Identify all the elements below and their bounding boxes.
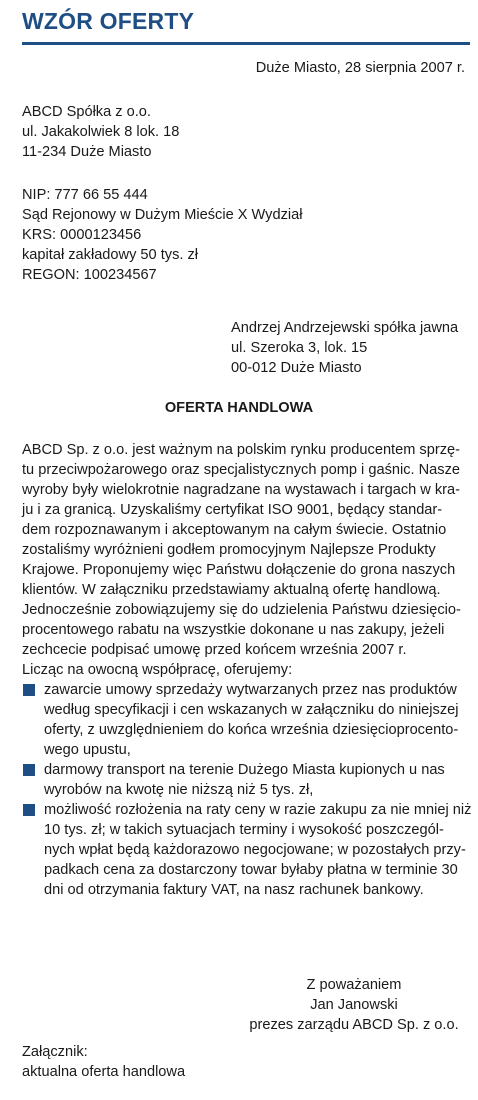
bullet-line: oferty, z uwzględnieniem do końca września dziesięcioprocento-: [44, 722, 459, 738]
offer-paragraph-line: tu przeciwpożarowego oraz specjalistycznych pomp i gaśnic. Nasze: [22, 462, 461, 478]
sender-line: ul. Jakakolwiek 8 lok. 18: [22, 124, 180, 140]
offer-paragraph-line: ju i za granicą. Uzyskaliśmy certyfikat ISO 9001, będący standar-: [22, 502, 443, 518]
bullet-line: według specyfikacji i cen wskazanych w załączniku do niniejszej: [44, 702, 459, 718]
document-title: OFERTA HANDLOWA: [164, 400, 314, 416]
attachment-note: [22, 1042, 185, 1082]
offer-paragraph-line: Jednocześnie zobowiązujemy się do udzielenia Państwu dziesięcio-: [22, 602, 461, 618]
legal-line: REGON: 100234567: [22, 267, 157, 283]
bullet-line: padkach cena za dostarczony towar byłaby płatna w terminie 30: [44, 862, 458, 878]
recipient-address: [231, 318, 458, 378]
square-bullet-icon: [23, 684, 35, 696]
offer-body: [22, 440, 470, 900]
signature-line: Z poważaniem: [306, 977, 402, 993]
offer-paragraph-line: wyroby były wielokrotnie nagradzane na wystawach i targach w kra-: [22, 482, 461, 498]
bullet-line: nych wpłat będą każdorazowo negocjowane; w pozostałych przy-: [44, 842, 466, 858]
offer-bullet-item: [22, 800, 470, 900]
offer-paragraph-line: procentowego rabatu na wszystkie dokonane u nas zakupy, jeżeli: [22, 622, 445, 638]
recipient-line: 00-012 Duże Miasto: [231, 360, 362, 376]
recipient-line: Andrzej Andrzejewski spółka jawna: [231, 320, 459, 336]
attachment-line: Załącznik:: [22, 1044, 88, 1060]
bullet-line: 10 tys. zł; w takich sytuacjach terminy i wysokość poszczegól-: [44, 822, 444, 838]
offer-bullet-item: [22, 760, 470, 800]
signature-line: prezes zarządu ABCD Sp. z o.o.: [249, 1017, 459, 1033]
date-line: Duże Miasto, 28 sierpnia 2007 r.: [255, 60, 465, 76]
bullet-line: wyrobów na kwotę nie niższą niż 5 tys. zł,: [44, 782, 314, 798]
offer-paragraph-line: zostaliśmy wyróżnieni godłem promocyjnym Najlepsze Produkty: [22, 542, 436, 558]
square-bullet-icon: [23, 764, 35, 776]
sender-address: [22, 102, 179, 162]
page-title: WZÓR OFERTY: [22, 8, 195, 34]
sender-line: 11-234 Duże Miasto: [22, 144, 152, 160]
bullet-line: wego upustu,: [44, 742, 131, 758]
bullet-line: dni od otrzymania faktury VAT, na nasz rachunek bankowy.: [44, 882, 424, 898]
bullet-line: możliwość rozłożenia na raty ceny w razie zakupu za nie mniej niż: [44, 802, 472, 818]
bullet-line: zawarcie umowy sprzedaży wytwarzanych przez nas produktów: [44, 682, 457, 698]
signature-line: Jan Janowski: [310, 997, 398, 1013]
offer-paragraph-line: zechcecie podpisać umowę przed końcem września 2007 r.: [22, 642, 407, 658]
header-divider: [22, 42, 470, 45]
offer-paragraph-line: ABCD Sp. z o.o. jest ważnym na polskim rynku producentem sprzę-: [22, 442, 460, 458]
offer-paragraph-line: Licząc na owocną współpracę, oferujemy:: [22, 662, 293, 678]
legal-line: KRS: 0000123456: [22, 227, 142, 243]
offer-paragraph-line: klientów. W załączniku przedstawiamy aktualną ofertę handlową.: [22, 582, 441, 598]
offer-paragraph-line: Krajowe. Proponujemy więc Państwu dołączenie do grona naszych: [22, 562, 456, 578]
legal-line: Sąd Rejonowy w Dużym Mieście X Wydział: [22, 207, 303, 223]
signature-block: [231, 975, 477, 1035]
legal-line: kapitał zakładowy 50 tys. zł: [22, 247, 199, 263]
sender-line: ABCD Spółka z o.o.: [22, 104, 151, 120]
offer-bullet-item: [22, 680, 470, 760]
square-bullet-icon: [23, 804, 35, 816]
attachment-line: aktualna oferta handlowa: [22, 1064, 186, 1080]
bullet-line: darmowy transport na terenie Dużego Miasta kupionych u nas: [44, 762, 445, 778]
legal-line: NIP: 777 66 55 444: [22, 187, 148, 203]
recipient-line: ul. Szeroka 3, lok. 15: [231, 340, 368, 356]
company-legal-info: [22, 185, 302, 285]
offer-paragraph-line: dem rozpoznawanym i akceptowanym na całym świecie. Ostatnio: [22, 522, 447, 538]
